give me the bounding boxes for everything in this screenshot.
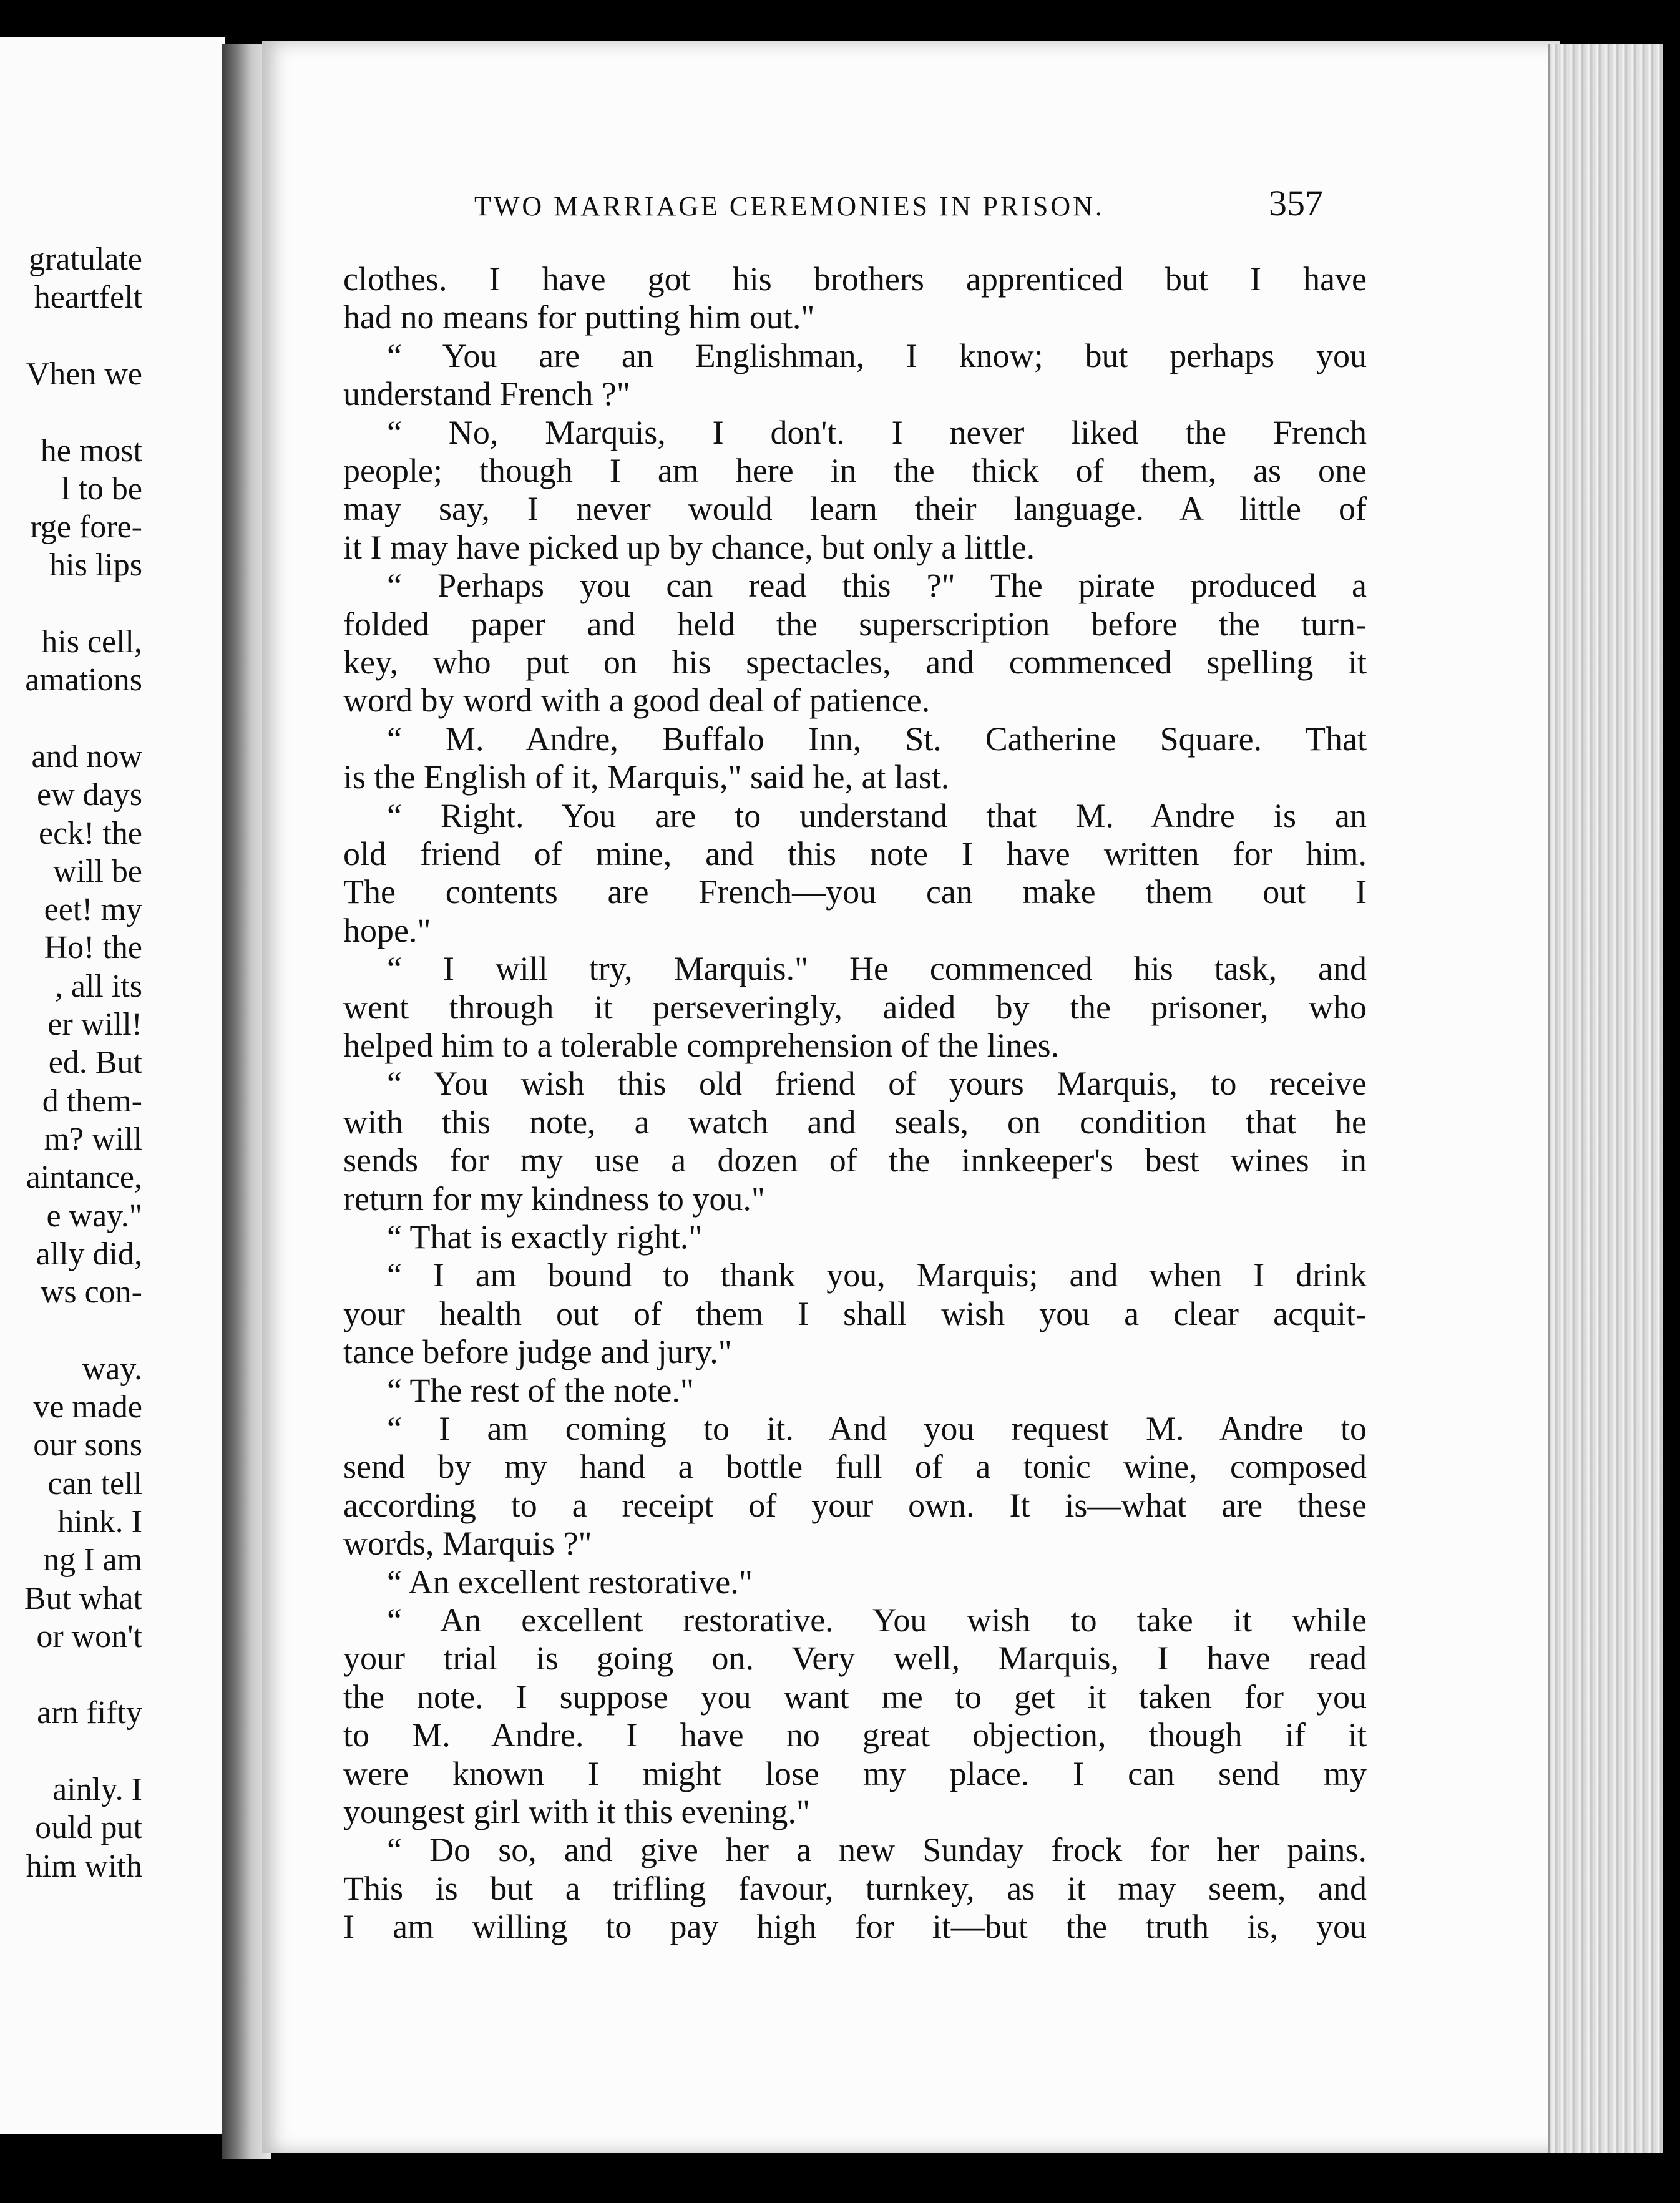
left-page-line: ew days <box>37 777 142 813</box>
text-line: key, who put on his spectacles, and commenced spelling it <box>343 643 1367 681</box>
text-line: to M. Andre. I have no great objection, though if it <box>343 1716 1367 1754</box>
left-page-line: ve made <box>33 1389 142 1425</box>
text-line: “ I am bound to thank you, Marquis; and when I drink <box>387 1256 1367 1294</box>
text-line: “ Perhaps you can read this ?" The pirate produced a <box>387 567 1367 604</box>
left-page-line: and now <box>31 739 142 774</box>
left-page-line: our sons <box>33 1427 142 1463</box>
text-line: with this note, a watch and seals, on condition that he <box>343 1103 1367 1141</box>
text-line: “ No, Marquis, I don't. I never liked the French <box>387 414 1367 451</box>
left-page-line: his lips <box>49 547 142 583</box>
left-page-line: aintance, <box>26 1160 142 1195</box>
text-line: folded paper and held the superscription before the turn- <box>343 605 1367 643</box>
text-line: The contents are French—you can make them out I <box>343 873 1367 911</box>
left-page-line: heartfelt <box>34 280 142 315</box>
text-line: “ That is exactly right." <box>387 1218 703 1256</box>
left-page-line: arn fifty <box>37 1695 142 1731</box>
text-line: people; though I am here in the thick of them, as one <box>343 452 1367 489</box>
left-page-line: way. <box>82 1351 142 1387</box>
text-line: according to a receipt of your own. It is—what are these <box>343 1487 1367 1524</box>
text-line: helped him to a tolerable comprehension of the lines. <box>343 1027 1060 1064</box>
text-line: “ Do so, and give her a new Sunday frock for her pains. <box>387 1831 1367 1868</box>
text-line: “ You are an Englishman, I know; but perhaps you <box>387 337 1367 374</box>
left-page-line: his cell, <box>41 624 142 660</box>
left-page-line: But what <box>24 1581 142 1616</box>
left-page-line: rge fore- <box>30 509 142 545</box>
text-line: I am willing to pay high for it—but the truth is, you <box>343 1908 1367 1945</box>
text-line: “ M. Andre, Buffalo Inn, St. Catherine Square. That <box>387 720 1367 758</box>
left-page-line: ws con- <box>40 1274 142 1310</box>
running-title: TWO MARRIAGE CEREMONIES IN PRISON. <box>474 191 1105 222</box>
left-facing-page <box>0 37 225 2134</box>
page-edges <box>1548 44 1663 2153</box>
text-line: youngest girl with it this evening." <box>343 1793 810 1830</box>
text-line: hope." <box>343 912 431 949</box>
text-line: send by my hand a bottle full of a tonic wine, composed <box>343 1448 1367 1485</box>
text-line: your trial is going on. Very well, Marquis, I have read <box>343 1639 1367 1677</box>
left-page-line: ed. But <box>48 1045 142 1080</box>
text-line: “ I am coming to it. And you request M. Andre to <box>387 1410 1367 1447</box>
left-page-line: , all its <box>54 969 142 1004</box>
text-line: the note. I suppose you want me to get it taken for you <box>343 1678 1367 1716</box>
left-page-line: eck! the <box>38 816 142 851</box>
left-page-line: hink. I <box>57 1504 142 1540</box>
left-page-line: er will! <box>47 1007 142 1042</box>
left-page-line: e way." <box>46 1198 142 1234</box>
left-page-line: ally did, <box>36 1236 142 1272</box>
text-line: “ An excellent restorative." <box>387 1563 753 1601</box>
text-line: “ You wish this old friend of yours Marquis, to receive <box>387 1065 1367 1102</box>
text-line: return for my kindness to you." <box>343 1180 765 1218</box>
text-line: “ I will try, Marquis." He commenced his task, and <box>387 950 1367 987</box>
page-number: 357 <box>1269 183 1323 223</box>
text-line: clothes. I have got his brothers apprenticed but I have <box>343 260 1367 298</box>
left-page-line: ng I am <box>43 1542 142 1578</box>
left-page-line: ainly. I <box>52 1772 142 1807</box>
left-page-line: gratulate <box>29 242 142 277</box>
left-page-line: ould put <box>35 1810 142 1845</box>
running-head <box>474 182 1323 224</box>
left-page-line: he most <box>40 433 142 469</box>
text-line: were known I might lose my place. I can send my <box>343 1755 1367 1792</box>
left-page-line: or won't <box>36 1619 142 1654</box>
text-line: it I may have picked up by chance, but only a little. <box>343 529 1035 566</box>
left-page-line: eet! my <box>44 892 142 927</box>
text-line: “ Right. You are to understand that M. Andre is an <box>387 797 1367 834</box>
left-page-line: m? will <box>44 1121 142 1157</box>
text-line: This is but a trifling favour, turnkey, as it may seem, and <box>343 1870 1367 1907</box>
text-line: had no means for putting him out." <box>343 298 815 336</box>
left-page-line: d them- <box>42 1083 142 1119</box>
left-page-line: can tell <box>47 1466 142 1502</box>
text-line: understand French ?" <box>343 375 630 413</box>
left-page-line: Ho! the <box>44 930 142 965</box>
text-line: may say, I never would learn their language. A little of <box>343 490 1367 527</box>
text-line: words, Marquis ?" <box>343 1525 592 1562</box>
text-line: went through it perseveringly, aided by the prisoner, who <box>343 989 1367 1026</box>
text-line: word by word with a good deal of patience. <box>343 681 930 719</box>
left-page-line: Vhen we <box>26 356 142 392</box>
left-page-line: him with <box>26 1849 142 1884</box>
text-line: “ The rest of the note." <box>387 1372 694 1409</box>
text-line: your health out of them I shall wish you a clear acquit- <box>343 1295 1367 1332</box>
text-line: tance before judge and jury." <box>343 1333 732 1370</box>
text-line: is the English of it, Marquis," said he, at last. <box>343 758 950 796</box>
text-line: old friend of mine, and this note I have written for him. <box>343 835 1367 872</box>
left-page-line: amations <box>25 662 142 698</box>
left-page-line: will be <box>53 854 142 889</box>
left-page-line: l to be <box>61 471 142 507</box>
text-line: sends for my use a dozen of the innkeeper's best wines in <box>343 1141 1367 1179</box>
text-line: “ An excellent restorative. You wish to take it while <box>387 1601 1367 1639</box>
